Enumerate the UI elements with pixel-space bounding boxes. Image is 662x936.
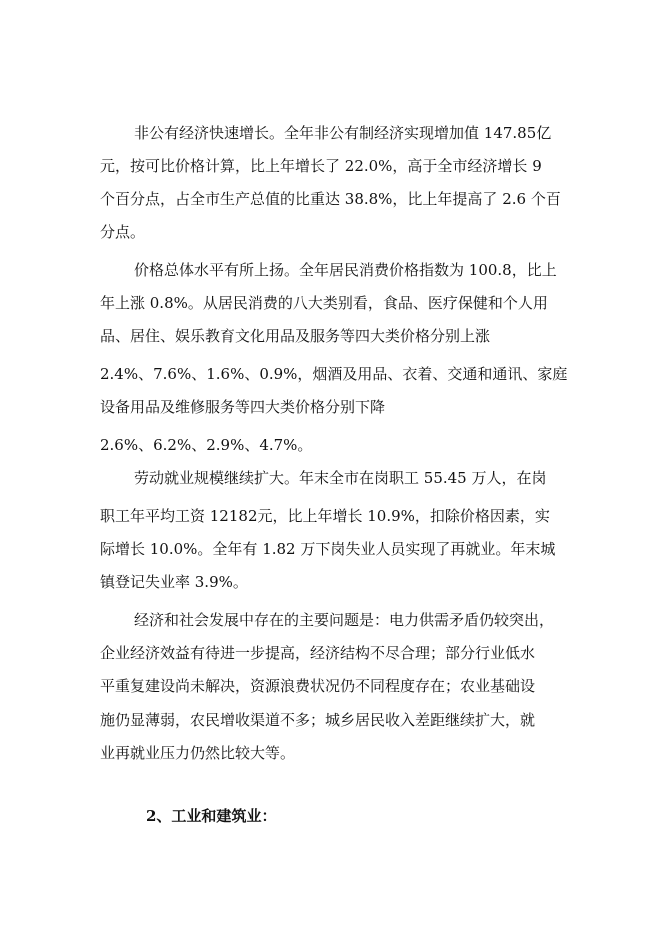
paragraph-line: 企业经济效益有待进一步提高，经济结构不尽合理；部分行业低水 — [100, 644, 536, 662]
paragraph-line: 业再就业压力仍然比较大等。 — [100, 744, 296, 762]
paragraph-line: 际增长 10.0%。全年有 1.82 万下岗失业人员实现了再就业。年末城 — [100, 540, 556, 558]
paragraph-line: 2.4%、7.6%、1.6%、0.9%，烟酒及用品、衣着、交通和通讯、家庭 — [100, 365, 568, 383]
paragraph-line: 分点。 — [100, 223, 146, 241]
paragraph-line: 劳动就业规模继续扩大。年末全市在岗职工 55.45 万人，在岗 — [134, 469, 547, 487]
paragraph-line: 年上涨 0.8%。从居民消费的八大类别看，食品、医疗保健和个人用 — [100, 294, 548, 312]
paragraph-line: 经济和社会发展中存在的主要问题是：电力供需矛盾仍较突出， — [134, 611, 555, 629]
paragraph-line: 镇登记失业率 3.9%。 — [100, 573, 248, 591]
paragraph-line: 2.6%、6.2%、2.9%、4.7%。 — [100, 436, 313, 454]
paragraph-line: 价格总体水平有所上扬。全年居民消费价格指数为 100.8，比上 — [134, 261, 557, 279]
paragraph-line: 设备用品及维修服务等四大类价格分别下降 — [100, 398, 386, 416]
paragraph-line: 施仍显薄弱，农民增收渠道不多；城乡居民收入差距继续扩大，就 — [100, 711, 536, 729]
paragraph-line: 品、居住、娱乐教育文化用品及服务等四大类价格分别上涨 — [100, 327, 491, 345]
paragraph-line: 个百分点，占全市生产总值的比重达 38.8%，比上年提高了 2.6 个百 — [100, 190, 561, 208]
section-heading: 2、工业和建筑业： — [146, 807, 277, 825]
paragraph-line: 元，按可比价格计算，比上年增长了 22.0%，高于全市经济增长 9 — [100, 157, 542, 175]
paragraph-line: 平重复建设尚未解决，资源浪费状况仍不同程度存在；农业基础设 — [100, 677, 536, 695]
paragraph-line: 职工年平均工资 12182元，比上年增长 10.9%，扣除价格因素，实 — [100, 507, 550, 525]
paragraph-line: 非公有经济快速增长。全年非公有制经济实现增加值 147.85亿 — [134, 124, 552, 142]
